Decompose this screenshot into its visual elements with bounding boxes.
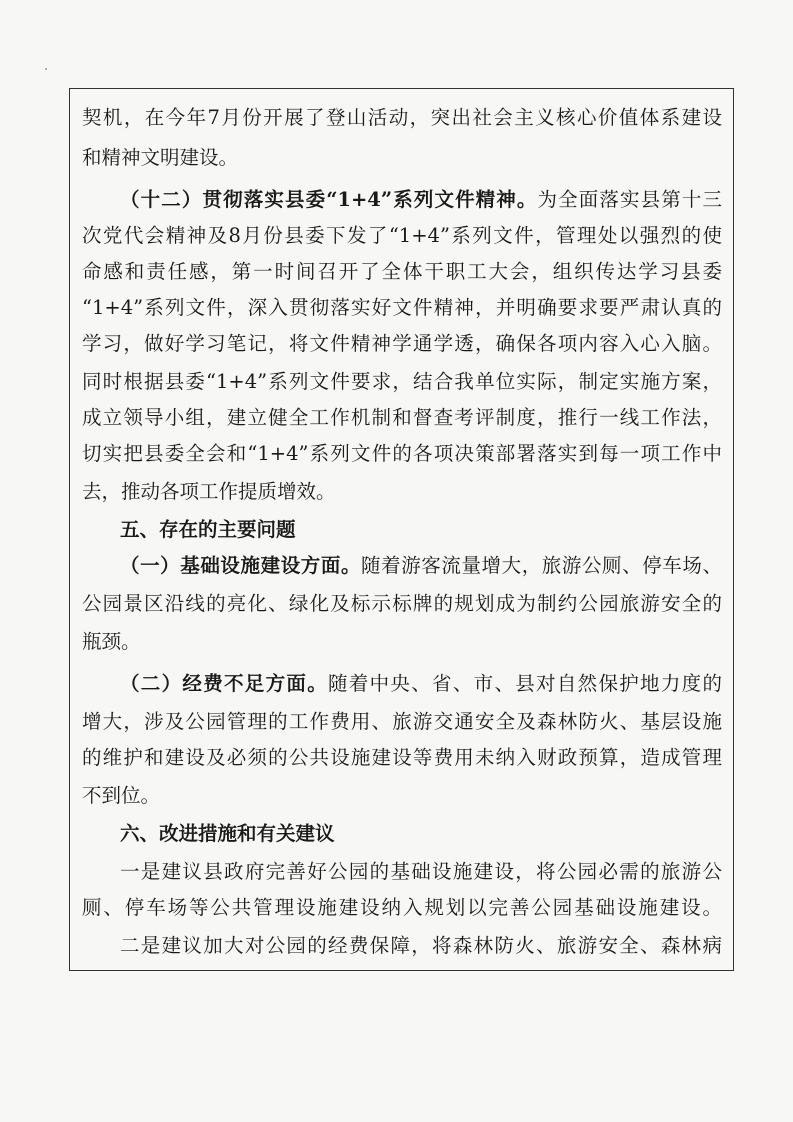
- problem-2-text: 随着中央、省、市、县对自然保护地力度的: [328, 672, 722, 695]
- paragraph-line: 增大，涉及公园管理的工作费用、旅游交通安全及森林防火、基层设施: [82, 710, 722, 733]
- problem-1-text: 随着游客流量增大，旅游公厕、停车场、: [361, 554, 722, 577]
- suggestion-line: 一是建议县政府完善好公园的基础设施建设，将公园必需的旅游公: [120, 860, 722, 883]
- section-12-first-line: [120, 185, 722, 215]
- item-marker-1: （一）: [120, 554, 181, 577]
- item-marker-2: （二）: [120, 672, 183, 695]
- paragraph-line: 成立领导小组，建立健全工作机制和督查考评制度，推行一线工作法，: [82, 406, 722, 429]
- scan-speck: [45, 68, 47, 70]
- paragraph-line: 厕、停车场等公共管理设施建设纳入规划以完善公园基础设施建设。: [82, 896, 722, 919]
- document-frame: [69, 88, 734, 971]
- section-heading-suggestions: 六、改进措施和有关建议: [120, 822, 335, 845]
- problem-1-first-line: [120, 551, 722, 581]
- paragraph-line: 学习，做好学习笔记，将文件精神学通学透，确保各项内容入心入脑。: [82, 332, 722, 355]
- paragraph-line: 命感和责任感，第一时间召开了全体干职工大会，组织传达学习县委: [82, 260, 722, 283]
- section-12-lead: 贯彻落实县委“1+4”系列文件精神。: [202, 188, 538, 211]
- paragraph-line: 契机，在今年7月份开展了登山活动，突出社会主义核心价值体系建设: [82, 106, 722, 129]
- problem-2-first-line: [120, 669, 722, 699]
- paragraph-line: 瓶颈。: [82, 630, 141, 653]
- paragraph-line: 和精神文明建设。: [82, 146, 239, 169]
- problem-1-lead: 基础设施建设方面。: [180, 554, 362, 577]
- item-marker-12: （十二）: [120, 188, 203, 211]
- paragraph-line: 公园景区沿线的亮化、绿化及标示标牌的规划成为制约公园旅游安全的: [82, 592, 722, 615]
- section-heading-problems: 五、存在的主要问题: [120, 518, 296, 541]
- suggestion-line: 二是建议加大对公园的经费保障，将森林防火、旅游安全、森林病: [120, 934, 722, 957]
- paragraph-line: 同时根据县委“1+4”系列文件要求，结合我单位实际，制定实施方案，: [82, 370, 722, 393]
- paragraph-line: 切实把县委全会和“1+4”系列文件的各项决策部署落实到每一项工作中: [82, 442, 722, 465]
- paragraph-line: 去，推动各项工作提质增效。: [82, 480, 336, 503]
- section-12-text: 为全面落实县第十三: [537, 188, 722, 211]
- paragraph-line: 不到位。: [82, 784, 161, 807]
- problem-2-lead: 经费不足方面。: [182, 672, 329, 695]
- paragraph-line: 次党代会精神及8月份县委下发了“1+4”系列文件，管理处以强烈的使: [82, 224, 722, 247]
- paragraph-line: 的维护和建设及必须的公共设施建设等费用未纳入财政预算，造成管理: [82, 746, 722, 769]
- paragraph-line: “1+4”系列文件，深入贯彻落实好文件精神，并明确要求要严肃认真的: [82, 296, 722, 319]
